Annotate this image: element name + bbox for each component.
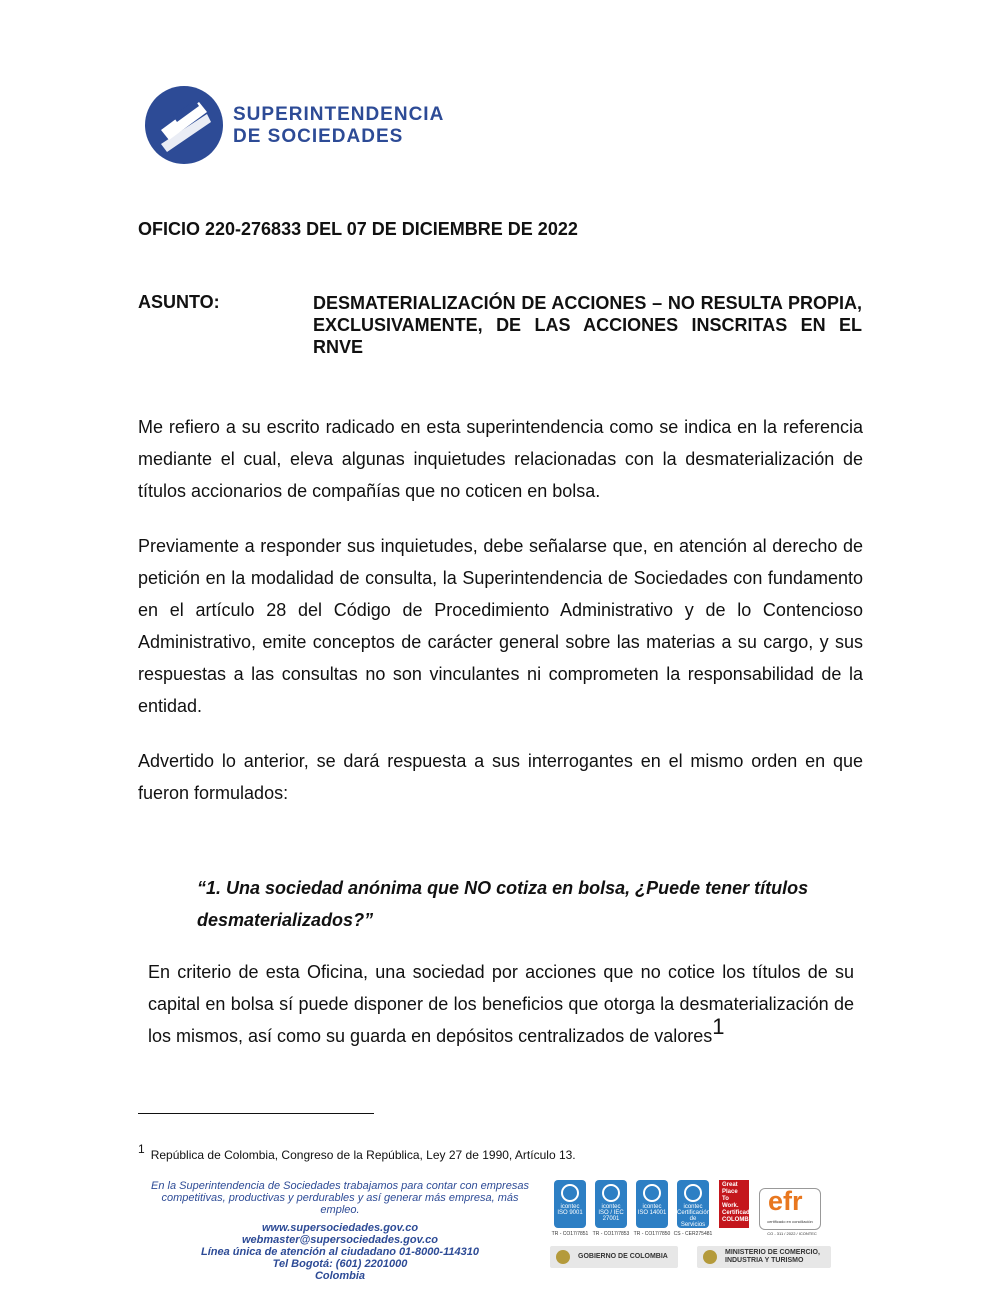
logo-wordmark [233,104,444,148]
asunto-text: DESMATERIALIZACIÓN DE ACCIONES – NO RESULTA PROPIA, EXCLUSIVAMENTE, DE LAS ACCIONES INSCRITAS EN EL RNVE [313,293,862,357]
superintendencia-logo [145,86,485,166]
coat-of-arms-icon [703,1250,717,1264]
gobierno-de-colombia-badge: GOBIERNO DE COLOMBIA [550,1246,678,1268]
footer-email-link[interactable]: webmaster@supersociedades.gov.co [242,1234,438,1246]
footer-website-link[interactable]: www.supersociedades.gov.co [261,1222,419,1234]
paragraph-intro: Me refiero a su escrito radicado en esta superintendencia como se indica en la referencia mediante el cual, eleva algunas inquietudes relacionadas con la desmaterialización de títulos accionarios de compañías que no coticen en bolsa. [138,417,863,501]
paragraph-preliminary: Previamente a responder sus inquietudes, debe señalarse que, en atención al derecho de petición en la modalidad de consulta, la Superintendencia de Sociedades con fundamento en el artículo 28 del Código de Procedimiento Administrativo y de lo Contencioso Administrativo, emite conceptos de carácter general sobre las materias a su cargo, y sus respuestas a las consultas no son vinculantes ni comprometen la responsabilidad de la entidad. [138,536,863,716]
footnote-divider [138,1113,374,1114]
cert-code: TR - CO17/7853 [592,1231,630,1237]
icontec-iso27001-badge: icontec ISO / IEC 27001 [595,1180,627,1228]
icontec-icon [643,1184,661,1202]
footnote-text: República de Colombia, Congreso de la República, Ley 27 de 1990, Artículo 13. [150,1148,576,1162]
logo-line-1: SUPERINTENDENCIA [233,104,445,125]
cert-code: CS - CER275481 [673,1231,713,1237]
footnote [138,1142,576,1162]
icontec-icon [602,1184,620,1202]
cert-code: TR - CO17/7851 [551,1231,589,1237]
icontec-icon [561,1184,579,1202]
mincomercio-badge: MINISTERIO DE COMERCIO, INDUSTRIA Y TURISMO [697,1246,831,1268]
efr-subtitle: certificado en conciliación [767,1219,813,1224]
footer-country: Colombia [314,1270,366,1282]
paragraph-order: Advertido lo anterior, se dará respuesta a sus interrogantes en el mismo orden en que fueron formulados: [138,751,863,803]
icontec-services-badge: icontec Certificación de Servicios [677,1180,709,1228]
icontec-iso9001-badge: icontec ISO 9001 [554,1180,586,1228]
footnote-number: 1 [138,1142,145,1156]
footer-mission-line-1: En la Superintendencia de Sociedades trabajamos para contar con empresas [151,1180,529,1192]
footnote-reference[interactable]: 1 [712,1014,725,1039]
coat-of-arms-icon [556,1250,570,1264]
great-place-to-work-badge: Great Place To Work. Certificado COLOMBIA [719,1180,749,1228]
efr-code: CO - 311 / 2022 / ICONTEC [767,1231,817,1236]
answer-1-text: En criterio de esta Oficina, una sociedad por acciones que no cotice los títulos de su capital en bolsa sí puede disponer de los beneficios que otorga la desmaterialización de los mismos, así como su guarda en depósitos centralizados de valores [148,962,854,1046]
footer-mission-line-2: competitivas, productivas y perdurables y así generar más empresa, más empleo. [161,1192,519,1216]
logo-emblem-icon [145,86,223,164]
footer-contact [150,1180,530,1282]
icontec-icon [684,1184,702,1202]
asunto-label: ASUNTO: [138,292,220,312]
question-1: “1. Una sociedad anónima que NO cotiza en bolsa, ¿Puede tener títulos desmaterializados?” [197,878,809,930]
footer-hotline: Línea única de atención al ciudadano 01-8000-114310 [201,1246,479,1258]
icontec-iso14001-badge: icontec ISO 14001 [636,1180,668,1228]
logo-line-2: DE SOCIEDADES [233,126,404,147]
footer-phone: Tel Bogotá: (601) 2201000 [272,1258,408,1270]
answer-1 [148,956,854,1052]
oficio-title: OFICIO 220-276833 DEL 07 DE DICIEMBRE DE 2022 [138,219,578,239]
efr-logo: efr [768,1186,803,1216]
cert-code: TR - CO17/7850 [633,1231,671,1237]
